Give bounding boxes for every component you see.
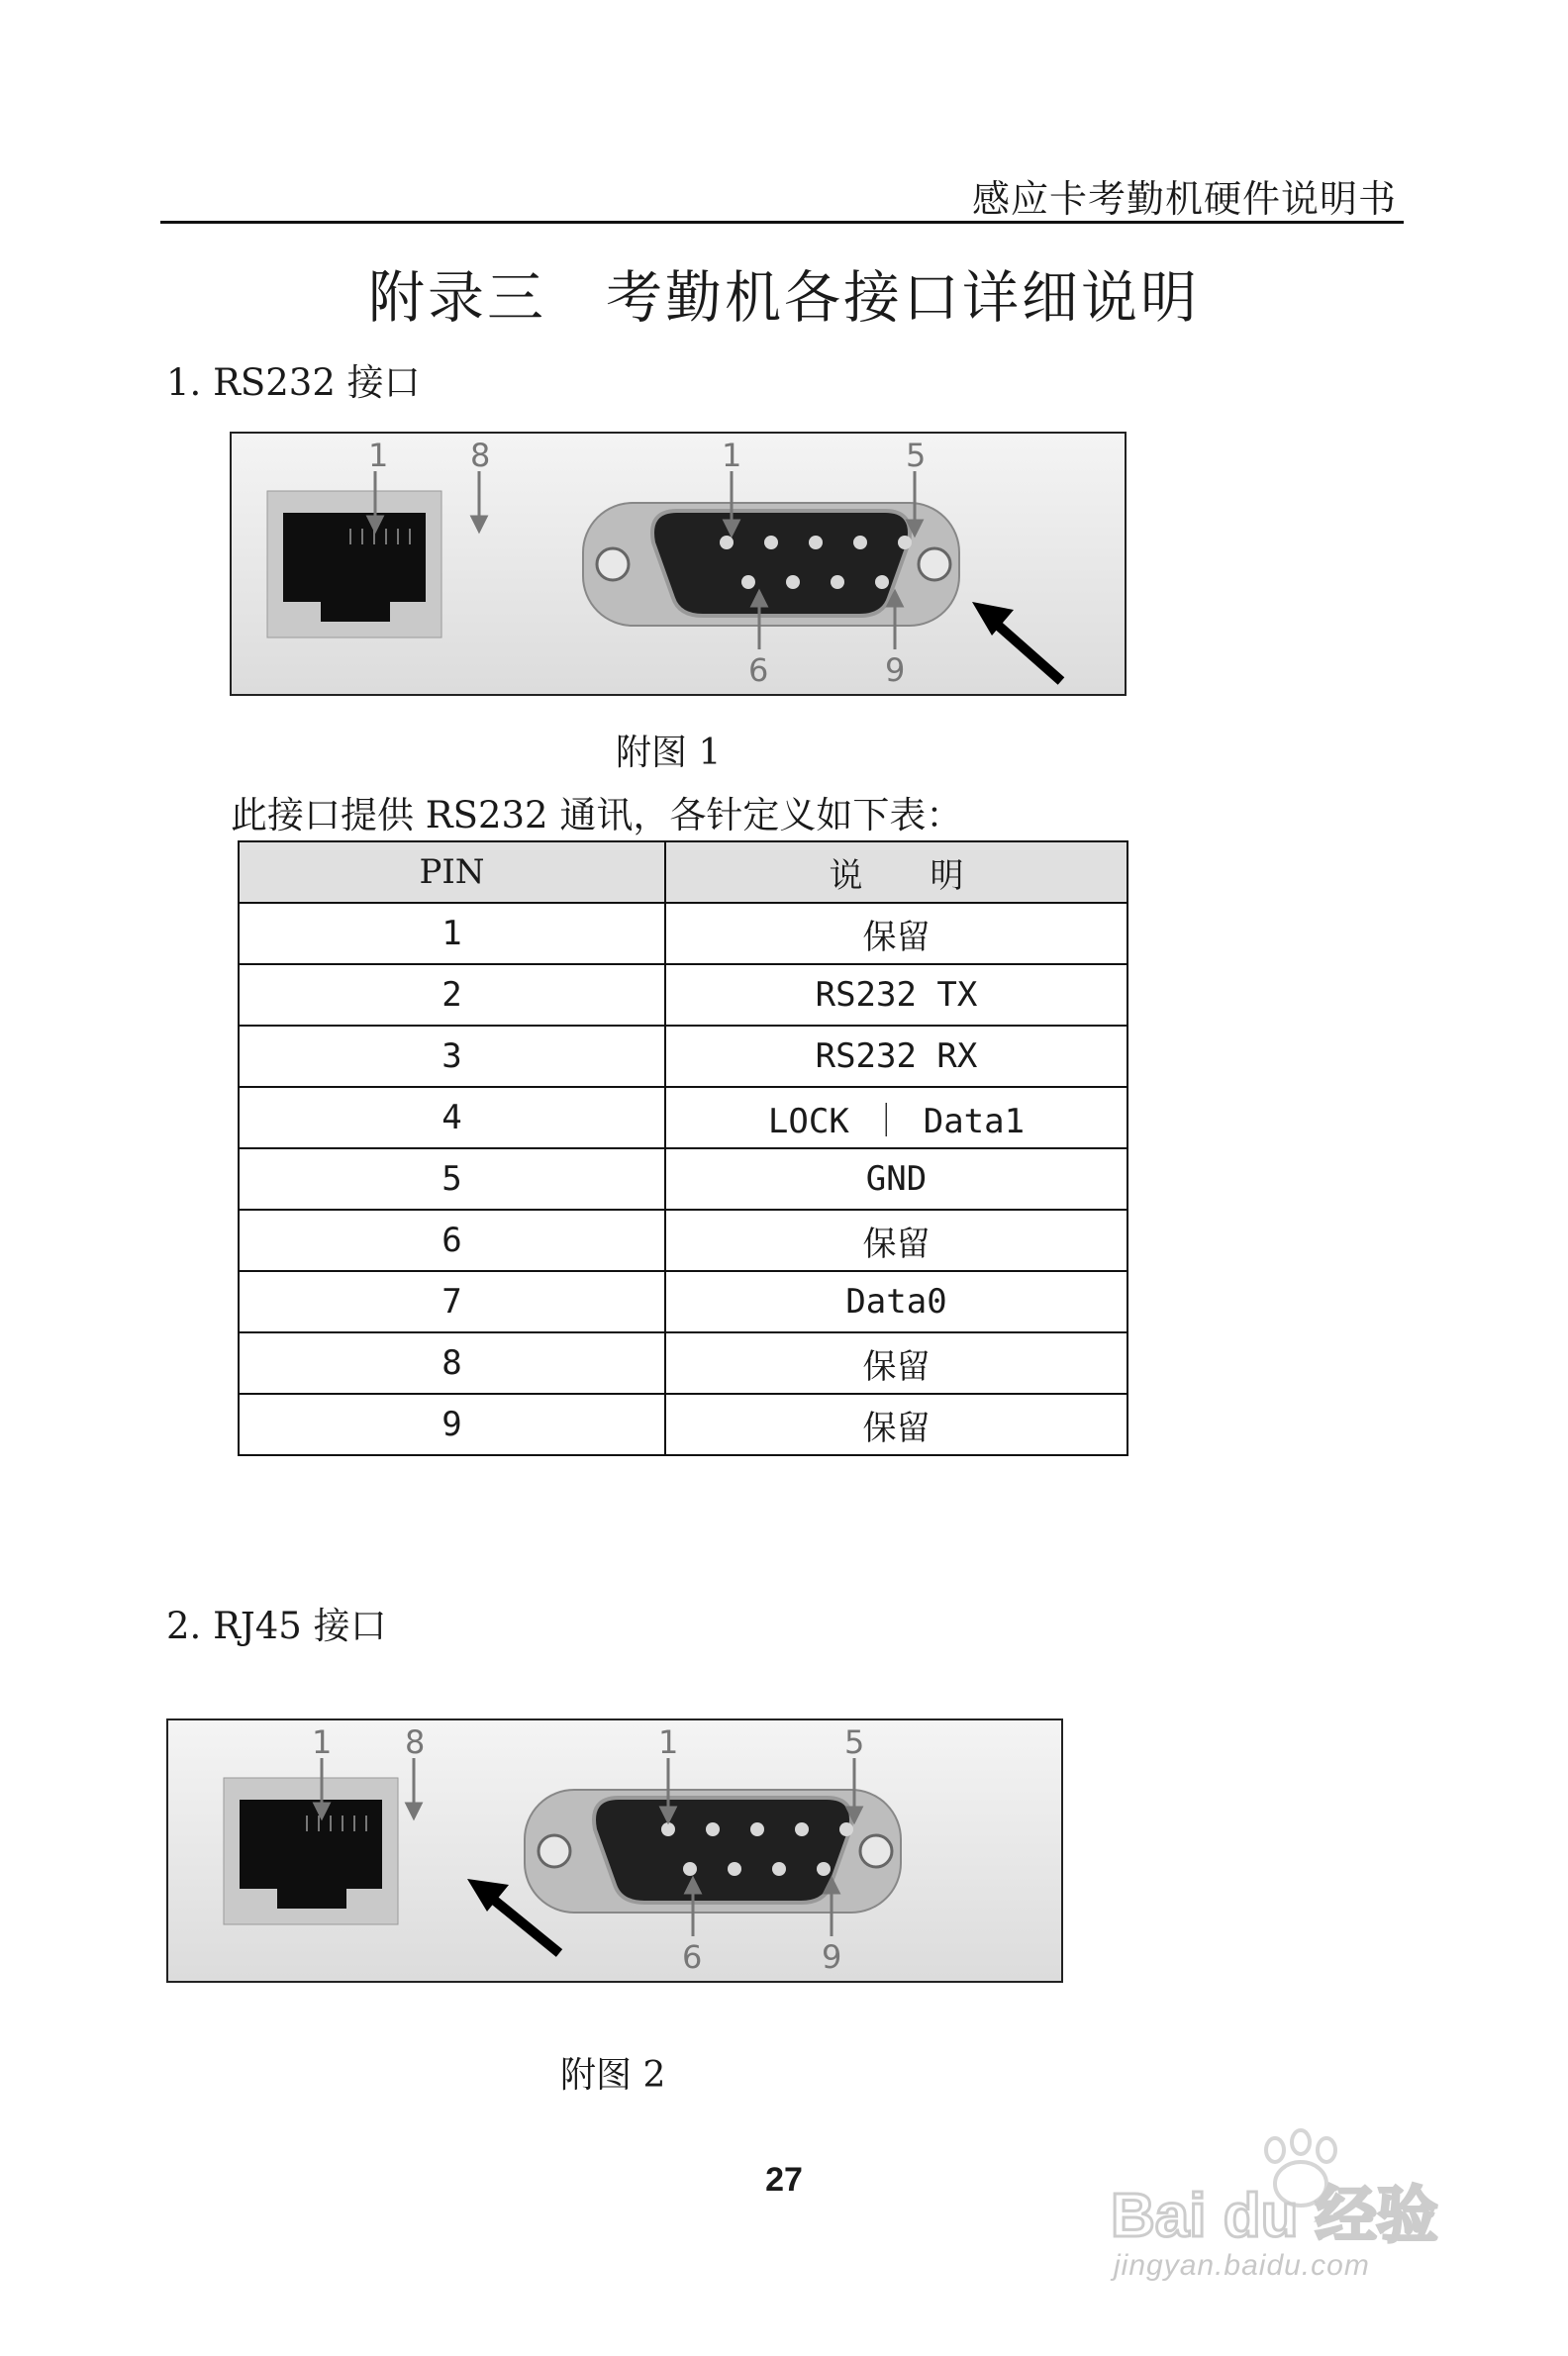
description-cell: 保留 <box>665 903 1127 964</box>
description-cell: 保留 <box>665 1210 1127 1271</box>
table-row <box>239 964 1127 1026</box>
pin-definition-table <box>238 840 1128 1456</box>
description-cell: RS232 TX <box>665 964 1127 1026</box>
figure-2-connector-photo <box>166 1718 1063 1983</box>
pin-cell: 5 <box>239 1148 665 1210</box>
fig1-db9-label-9: 9 <box>885 651 906 689</box>
table-row <box>239 1332 1127 1394</box>
figure-2-caption: 附图 2 <box>560 2055 666 2096</box>
fig2-rj45-label-8: 8 <box>405 1723 426 1761</box>
fig2-db9-label-6: 6 <box>682 1938 703 1976</box>
fig2-db9-label-9: 9 <box>822 1938 842 1976</box>
pin-cell: 7 <box>239 1271 665 1332</box>
table-header-row <box>239 841 1127 903</box>
fig2-rj45-label-1: 1 <box>312 1723 333 1761</box>
figure-1-connector-photo <box>230 432 1127 696</box>
fig2-db9-label-1: 1 <box>658 1723 679 1761</box>
watermark-logo-text: Bai du 经验 <box>1111 2182 1438 2250</box>
fig1-rj45-label-1: 1 <box>368 437 389 474</box>
fig1-db9-label-5: 5 <box>906 437 927 474</box>
table-row <box>239 1148 1127 1210</box>
table-row <box>239 1210 1127 1271</box>
table-row <box>239 1026 1127 1087</box>
pin-cell: 1 <box>239 903 665 964</box>
fig1-db9-label-6: 6 <box>748 651 769 689</box>
table-row <box>239 903 1127 964</box>
table-header-description: 说 明 <box>665 841 1127 903</box>
description-cell: LOCK ｜ Data1 <box>665 1087 1127 1148</box>
description-cell: 保留 <box>665 1332 1127 1394</box>
pin-cell: 2 <box>239 964 665 1026</box>
pin-cell: 6 <box>239 1210 665 1271</box>
fig1-rj45-label-8: 8 <box>470 437 491 474</box>
pin-cell: 8 <box>239 1332 665 1394</box>
watermark-url: jingyan.baidu.com <box>1114 2249 1370 2282</box>
rs232-intro-text: 此接口提供 RS232 通讯，各针定义如下表： <box>231 794 963 836</box>
header-divider <box>160 221 1404 224</box>
section-heading-rs232: 1. RS232 接口 <box>166 361 421 404</box>
pin-cell: 3 <box>239 1026 665 1087</box>
description-cell: GND <box>665 1148 1127 1210</box>
table-row <box>239 1394 1127 1455</box>
document-header-title: 感应卡考勤机硬件说明书 <box>971 177 1397 221</box>
table-row <box>239 1087 1127 1148</box>
pin-cell: 4 <box>239 1087 665 1148</box>
table-header-pin: PIN <box>239 841 665 903</box>
table-row <box>239 1271 1127 1332</box>
description-cell: 保留 <box>665 1394 1127 1455</box>
section-heading-rj45: 2. RJ45 接口 <box>166 1605 387 1647</box>
page-number: 27 <box>765 2161 803 2199</box>
fig1-db9-label-1: 1 <box>722 437 742 474</box>
description-cell: RS232 RX <box>665 1026 1127 1087</box>
fig2-db9-label-5: 5 <box>844 1723 865 1761</box>
pin-cell: 9 <box>239 1394 665 1455</box>
page-title: 附录三 考勤机各接口详细说明 <box>368 265 1200 331</box>
description-cell: Data0 <box>665 1271 1127 1332</box>
figure-1-caption: 附图 1 <box>616 733 722 773</box>
